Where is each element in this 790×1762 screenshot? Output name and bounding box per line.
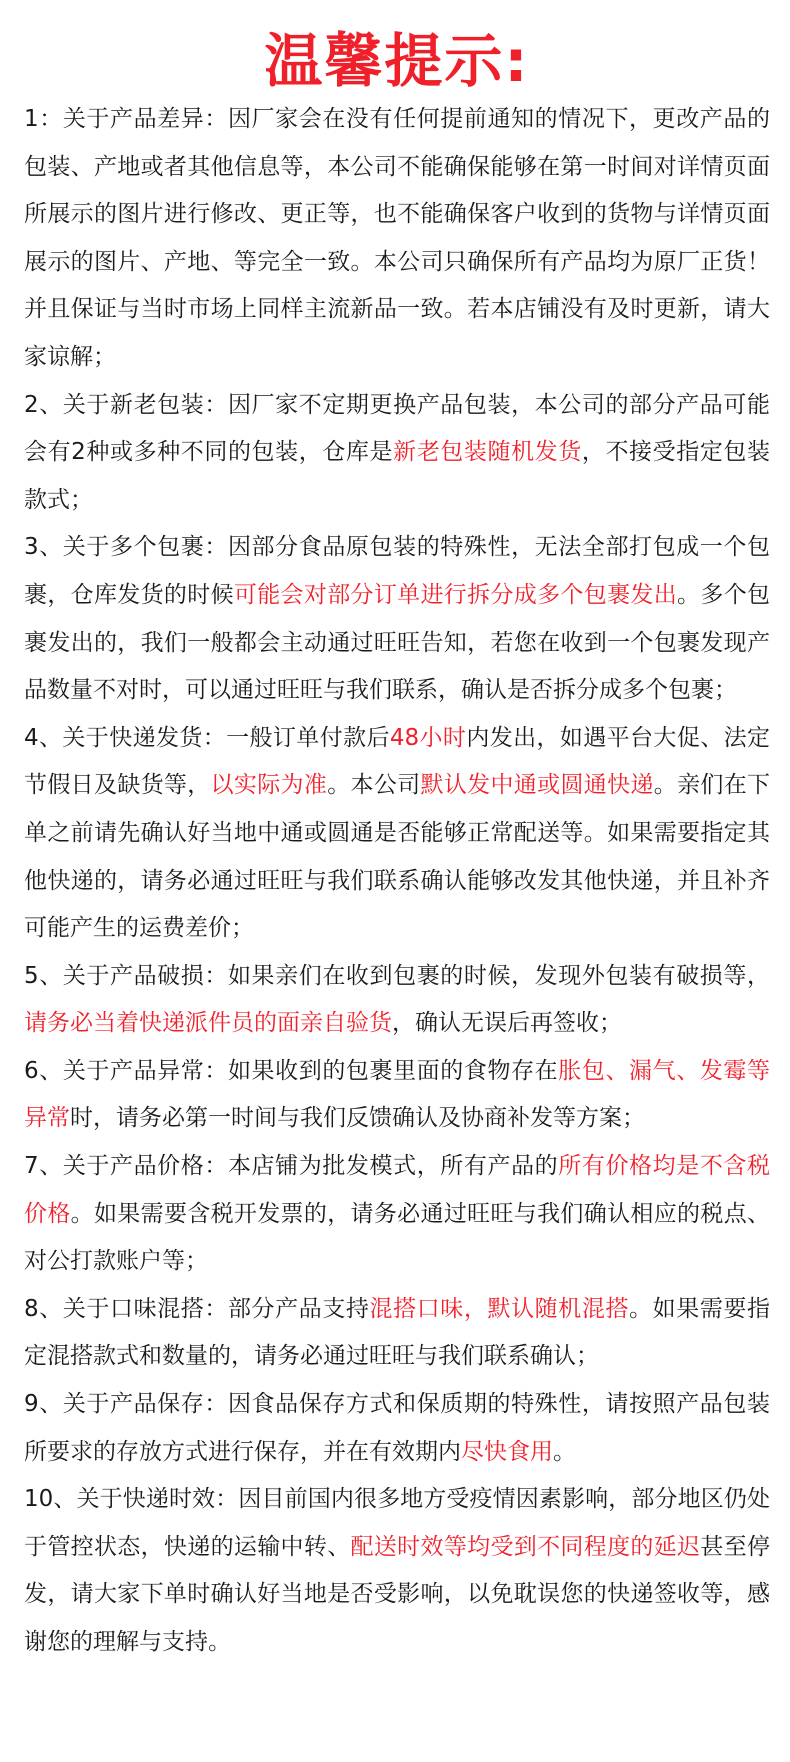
notice-item bbox=[24, 96, 770, 382]
notice-item bbox=[24, 524, 770, 714]
notice-text: 。如果需要含税开发票的，请务必通过旺旺与我们确认相应的税点、对公打款账户等； bbox=[24, 1200, 771, 1275]
notice-text: 2、关于新老包装：因厂家不定期更换产品包装，本公司的部分产品可能会有2种或多种不同的包装，仓库是 bbox=[24, 391, 770, 466]
notice-text: 7、关于产品价格：本店铺为批发模式，所有产品的 bbox=[24, 1153, 559, 1180]
highlighted-text: 可能会对部分订单进行拆分成多个包裹发出 bbox=[233, 581, 678, 608]
notice-text: 10、关于快递时效：因目前国内很多地方受疫情因素影响，部分地区仍处于管控状态，快递的运输中转、 bbox=[24, 1486, 770, 1560]
notice-text: 4、关于快递发货：一般订单付款后 bbox=[24, 724, 390, 751]
notice-item bbox=[24, 1476, 770, 1666]
highlighted-text: 所有价格均是不含税价格 bbox=[24, 1153, 771, 1227]
notice-item bbox=[24, 953, 770, 1048]
notice-text: 。 bbox=[553, 1438, 576, 1465]
highlighted-text: 请务必当着快递派件员的面亲自验货 bbox=[24, 1010, 392, 1037]
notice-text: 。本公司 bbox=[327, 772, 421, 799]
notice-text: 。多个包裹发出的，我们一般都会主动通过旺旺告知，若您在收到一个包裹发现产品数量不对时，可以通过旺旺与我们联系，确认是否拆分成多个包裹； bbox=[24, 581, 771, 704]
highlighted-text: 混搭口味，默认随机混搭 bbox=[369, 1295, 630, 1322]
page-title: 温馨提示: bbox=[264, 27, 530, 95]
notice-text: 9、关于产品保存：因食品保存方式和保质期的特殊性，请按照产品包装所要求的存放方式进行保存，并在有效期内 bbox=[24, 1391, 770, 1465]
notice-text: 5、关于产品破损：如果亲们在收到包裹的时候，发现外包装有破损等， bbox=[24, 962, 770, 989]
notice-item bbox=[24, 1381, 770, 1476]
notice-item bbox=[24, 1048, 770, 1143]
notice-item bbox=[24, 382, 770, 525]
notice-text: 。如果需要指定混搭款式和数量的，请务必通过旺旺与我们联系确认； bbox=[24, 1295, 771, 1370]
notice-text: 内发出，如遇平台大促、法定节假日及缺货等， bbox=[24, 724, 770, 799]
highlighted-text: 胀包、漏气、发霉等异常 bbox=[24, 1057, 771, 1132]
highlighted-text: 以实际为准 bbox=[210, 772, 328, 799]
notice-text: ，不接受指定包装款式； bbox=[24, 439, 771, 513]
notice-text: 甚至停发，请大家下单时确认好当地是否受影响，以免耽误您的快递签收等，感谢您的理解与支持。 bbox=[24, 1533, 771, 1655]
notice-text: 8、关于口味混搭：部分产品支持 bbox=[24, 1295, 370, 1322]
highlighted-text: 默认发中通或圆通快递 bbox=[420, 772, 654, 799]
highlighted-text: 配送时效等均受到不同程度的延迟 bbox=[350, 1533, 701, 1560]
notice-text: 3、关于多个包裹：因部分食品原包装的特殊性，无法全部打包成一个包裹，仓库发货的时候 bbox=[24, 534, 770, 608]
notice-list bbox=[24, 96, 770, 1667]
notice-item bbox=[24, 715, 770, 953]
notice-text: 时，请务必第一时间与我们反馈确认及协商补发等方案； bbox=[70, 1105, 645, 1132]
highlighted-text: 48小时 bbox=[389, 724, 467, 751]
highlighted-text: 新老包装随机发货 bbox=[393, 439, 582, 466]
highlighted-text: 尽快食用 bbox=[461, 1438, 553, 1465]
notice-item bbox=[24, 1143, 770, 1286]
notice-text: 1：关于产品差异：因厂家会在没有任何提前通知的情况下，更改产品的包装、产地或者其他信息等，本公司不能确保能够在第一时间对详情页面所展示的图片进行修改、更正等，也不能确保客户收到的货物与详情页面展示的图片、产地、等完全一致。本公司只确保所有产品均为原厂正货！并且保证与当时市场上同样主流新品一致。若本店铺没有及时更新，请大家谅解； bbox=[24, 106, 770, 370]
notice-text: ，确认无误后再签收； bbox=[392, 1010, 622, 1037]
notice-text: 6、关于产品异常：如果收到的包裹里面的食物存在 bbox=[24, 1057, 559, 1084]
notice-text: 。亲们在下单之前请先确认好当地中通或圆通是否能够正常配送等。如果需要指定其他快递的，请务必通过旺旺与我们联系确认能够改发其他快递，并且补齐可能产生的运费差价； bbox=[24, 772, 771, 942]
notice-item bbox=[24, 1286, 770, 1381]
